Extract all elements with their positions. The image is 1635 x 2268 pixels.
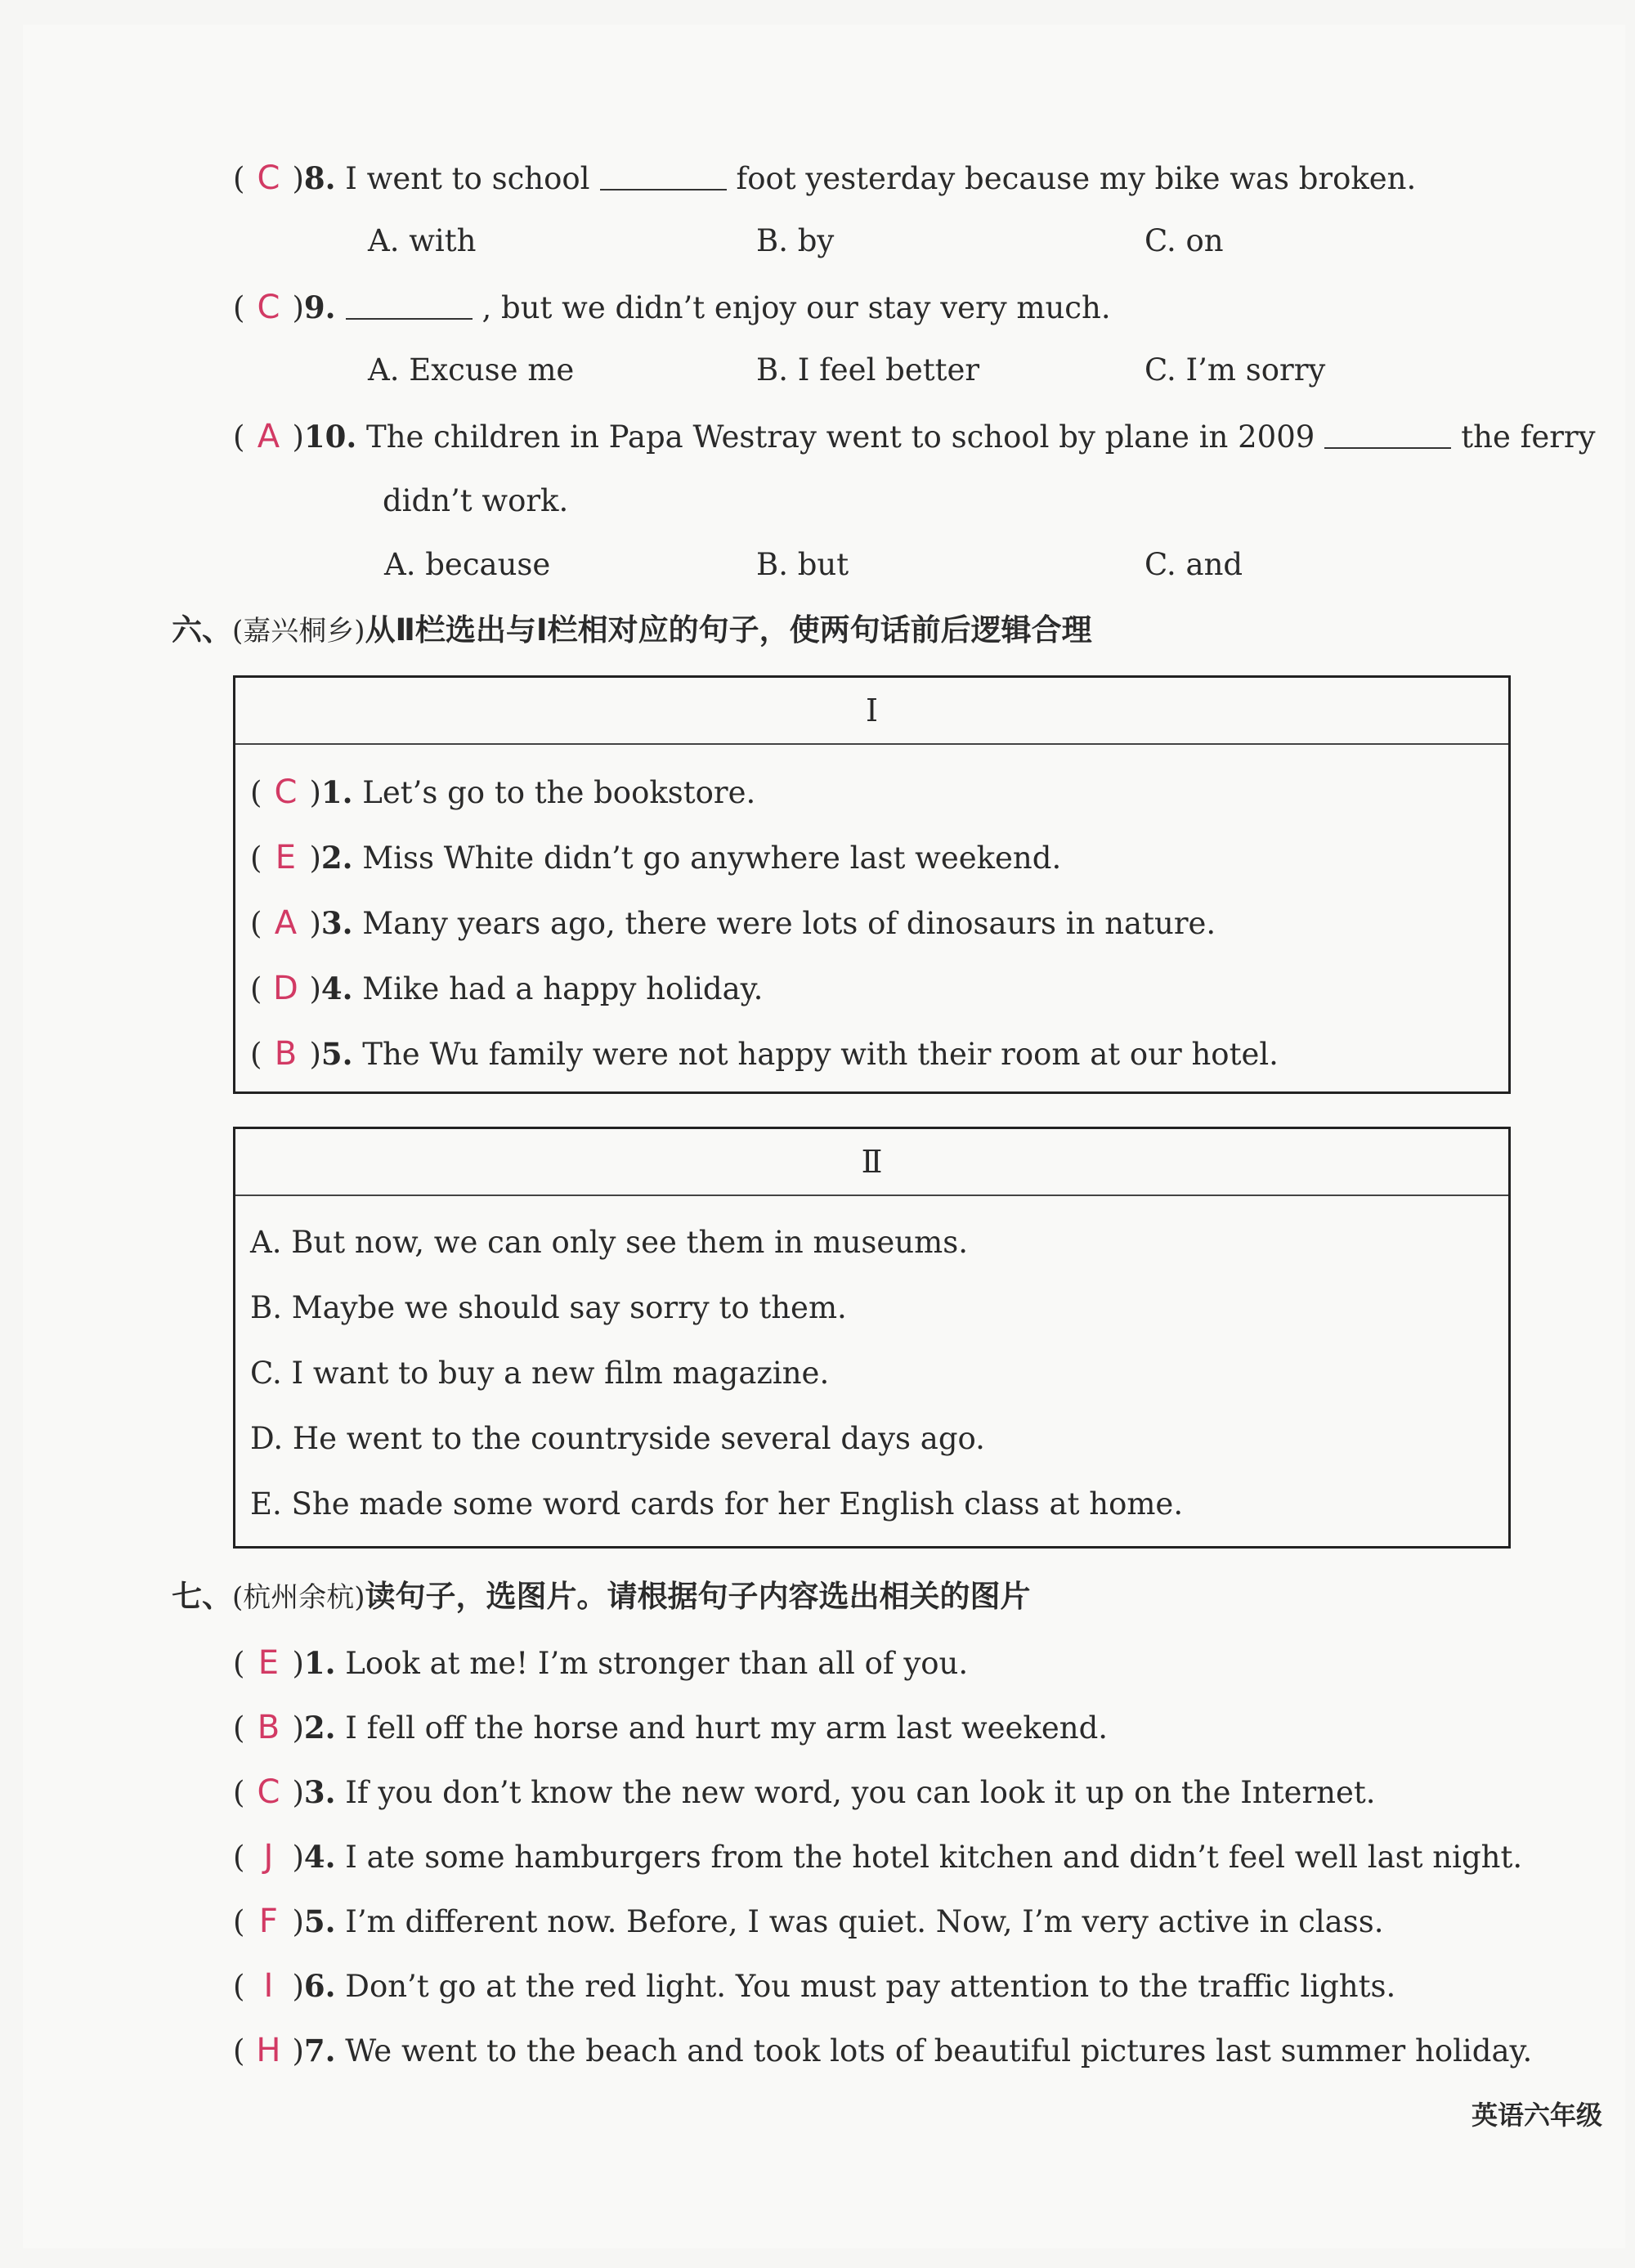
option: A. because xyxy=(384,547,551,582)
question-10: ( A )10. The children in Papa Westray went to school by plane in 2009 the ferry xyxy=(233,418,1596,455)
option: A. with xyxy=(368,223,477,258)
picture-item-4: ( J )4. I ate some hamburgers from the hotel kitchen and didn’t feel well last night. xyxy=(233,1838,1523,1876)
section-source: (嘉兴桐乡) xyxy=(232,615,365,648)
answer-8: C xyxy=(257,159,280,197)
answer-9: C xyxy=(257,289,280,326)
question-text: , but we didn’t enjoy our stay very much. xyxy=(482,290,1111,325)
question-text: the ferry xyxy=(1461,419,1596,455)
match-row-5: ( B )5. The Wu family were not happy with their room at our hotel. xyxy=(250,1035,1279,1073)
footer-grade-label: 英语六年级 xyxy=(1471,2100,1602,2131)
section-source: (杭州余杭) xyxy=(232,1581,365,1614)
blank xyxy=(600,189,727,190)
section-7-title: 七、(杭州余杭)读句子，选图片。请根据句子内容选出相关的图片 xyxy=(172,1579,1031,1614)
picture-item-7: ( H )7. We went to the beach and took lots of beautiful pictures last summer holiday. xyxy=(233,2032,1533,2069)
picture-item-1: ( E )1. Look at me! I’m stronger than all of you. xyxy=(233,1644,969,1682)
option: A. Excuse me xyxy=(368,352,575,388)
option-row-a: A. But now, we can only see them in museums. xyxy=(250,1225,968,1260)
question-8: ( C )8. I went to school foot yesterday because my bike was broken. xyxy=(233,159,1417,197)
match-row-2: ( E )2. Miss White didn’t go anywhere last weekend. xyxy=(250,839,1062,876)
picture-item-2: ( B )2. I fell off the horse and hurt my arm last weekend. xyxy=(233,1709,1109,1746)
option: C. on xyxy=(1144,223,1224,258)
column-i-header: Ⅰ xyxy=(235,678,1508,745)
option-row-b: B. Maybe we should say sorry to them. xyxy=(250,1290,847,1325)
question-9: ( C )9. , but we didn’t enjoy our stay very much. xyxy=(233,289,1111,326)
option: B. I feel better xyxy=(756,352,980,388)
blank xyxy=(1324,447,1451,449)
option: C. I’m sorry xyxy=(1144,352,1326,388)
column-ii-box xyxy=(233,1127,1511,1549)
match-row-4: ( D )4. Mike had a happy holiday. xyxy=(250,970,764,1007)
question-10-continued: didn’t work. xyxy=(383,483,569,518)
option: C. and xyxy=(1144,547,1243,582)
question-number: 8. xyxy=(303,160,336,196)
section-6-title: 六、(嘉兴桐乡)从Ⅱ栏选出与Ⅰ栏相对应的句子，使两句话前后逻辑合理 xyxy=(172,612,1092,648)
match-row-1: ( C )1. Let’s go to the bookstore. xyxy=(250,773,756,811)
picture-item-5: ( F )5. I’m different now. Before, I was quiet. Now, I’m very active in class. xyxy=(233,1903,1384,1940)
match-row-3: ( A )3. Many years ago, there were lots of dinosaurs in nature. xyxy=(250,904,1216,942)
question-number: 10. xyxy=(303,419,357,455)
picture-item-6: ( I )6. Don’t go at the red light. You must pay attention to the traffic lights. xyxy=(233,1967,1396,2005)
question-text: foot yesterday because my bike was broken. xyxy=(736,161,1417,196)
option-row-c: C. I want to buy a new film magazine. xyxy=(250,1356,830,1391)
answer-10: A xyxy=(257,418,280,455)
option: B. by xyxy=(756,223,835,258)
picture-item-3: ( C )3. If you don’t know the new word, you can look it up on the Internet. xyxy=(233,1773,1376,1811)
column-ii-header: Ⅱ xyxy=(235,1129,1508,1196)
option-row-e: E. She made some word cards for her English class at home. xyxy=(250,1486,1184,1522)
question-text: I went to school xyxy=(345,161,590,196)
blank xyxy=(346,318,473,320)
question-number: 9. xyxy=(303,289,336,325)
column-i-box xyxy=(233,675,1511,1094)
option-row-d: D. He went to the countryside several days ago. xyxy=(250,1421,985,1456)
option: B. but xyxy=(756,547,849,582)
question-text: The children in Papa Westray went to school by plane in 2009 xyxy=(366,419,1315,455)
